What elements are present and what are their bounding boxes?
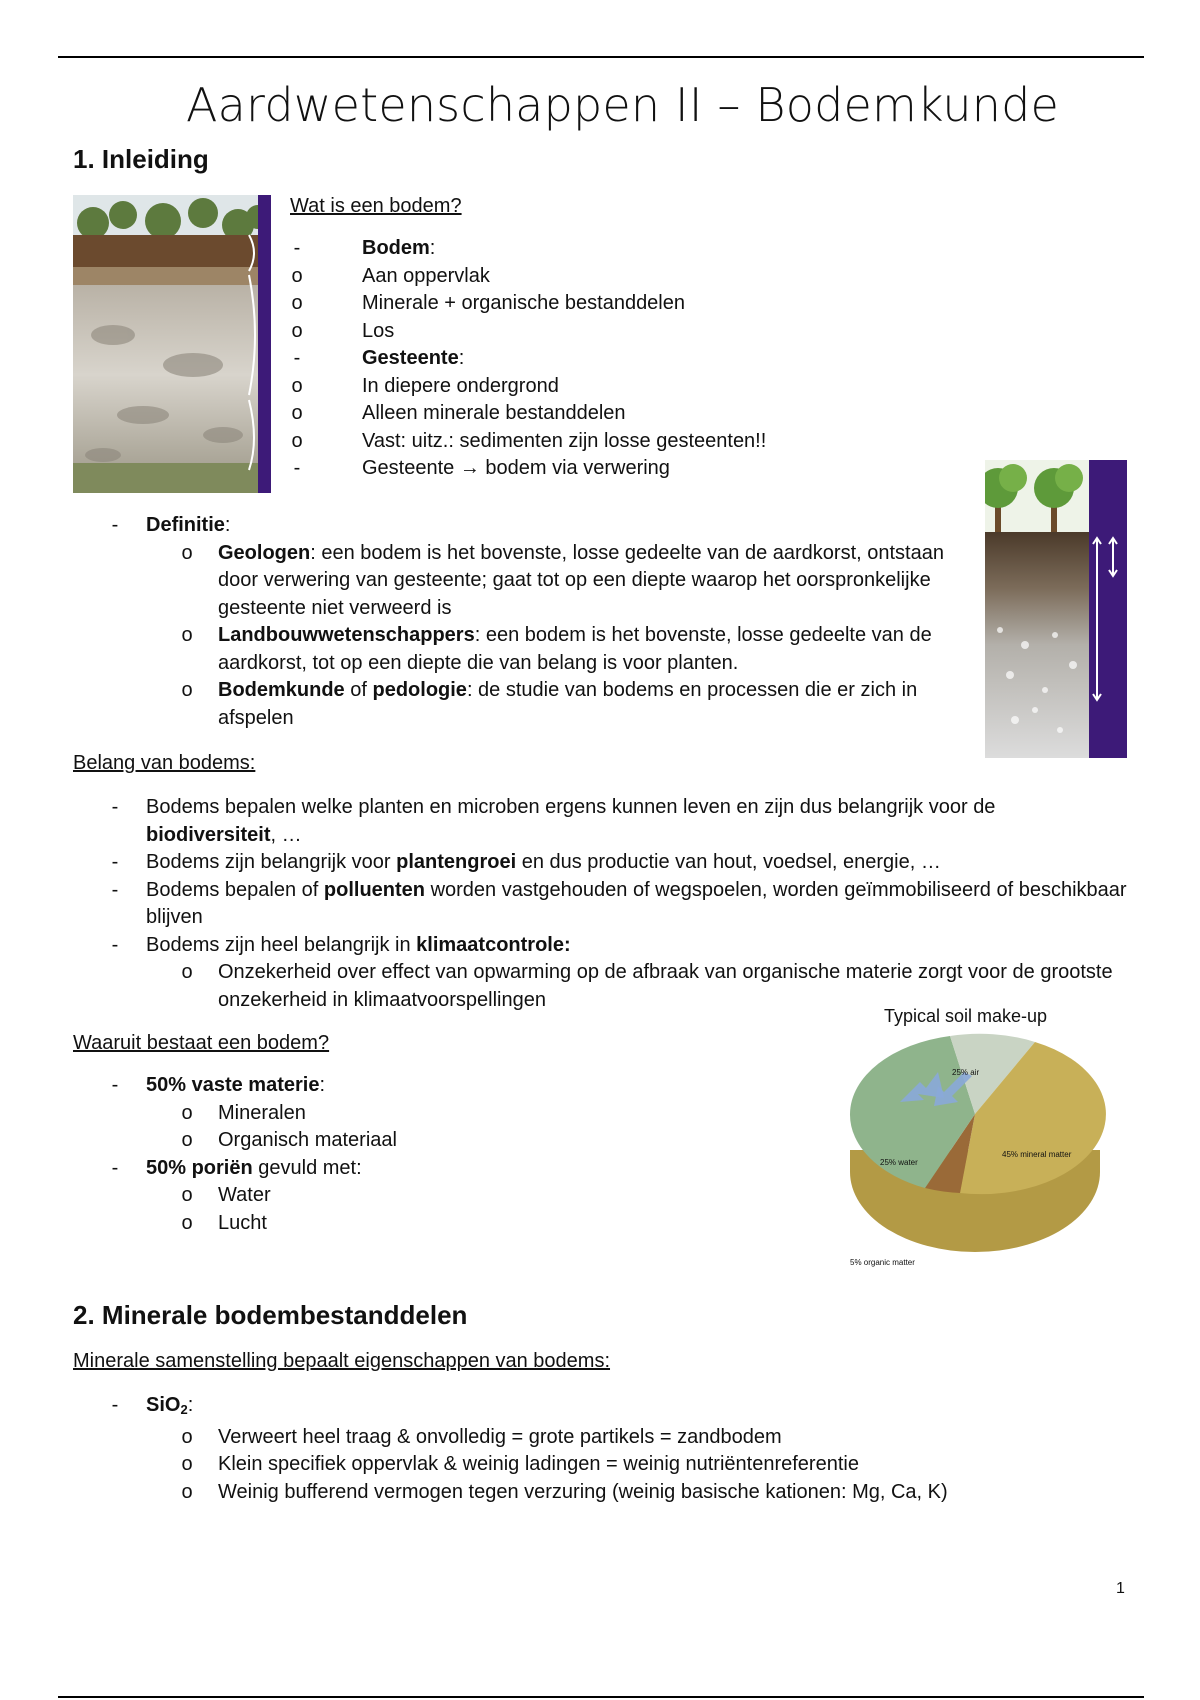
list-item: - 50% poriën gevuld met: xyxy=(111,1156,362,1179)
list-item: o Aan oppervlak xyxy=(291,264,490,287)
list-item: - SiO2: xyxy=(111,1394,194,1417)
soil-makeup-figure xyxy=(840,1002,1140,1272)
question-what-is-soil: Wat is een bodem? xyxy=(290,195,462,217)
soil-depth-illustration xyxy=(985,460,1127,758)
list-item: o Lucht xyxy=(181,1211,267,1234)
list-item: o Minerale + organische bestanddelen xyxy=(291,292,685,314)
list-item: o Los xyxy=(291,319,395,342)
list-item: o Mineralen xyxy=(181,1101,306,1124)
list-item: o Verweert heel traag & onvolledig = grote partikels = zandbodem xyxy=(181,1425,782,1448)
definition-list xyxy=(180,540,948,733)
list-item: - Bodem: xyxy=(293,237,436,259)
bottom-rule xyxy=(58,1696,1144,1698)
list-item: - Bodems bepalen of polluenten worden vastgehouden of wegspoelen, worden geïmmobiliseerd of beschikbaar blijven xyxy=(111,878,1127,928)
list-item: o Geologen: een bodem is het bovenste, losse gedeelte van de aardkorst, ontstaan door verwering van gesteente; gaat tot op een diepte waarop het oorspronkelijke gesteente niet verweerd is xyxy=(181,541,944,619)
list-item: o Klein specifiek oppervlak & weinig ladingen = weinig nutriëntenreferentie xyxy=(181,1453,859,1475)
list-item: o Landbouwwetenschappers: een bodem is het bovenste, losse gedeelte van de aardkorst, tot op een diepte die van belang is voor planten. xyxy=(181,624,932,674)
list-item: o Organisch materiaal xyxy=(181,1129,397,1151)
list-item: - Bodems bepalen welke planten en microben ergens kunnen leven en zijn dus belangrijk voor de biodiversiteit, … xyxy=(111,796,996,846)
list-item: - Bodems zijn belangrijk voor plantengroei en dus productie van hout, voedsel, energie, … xyxy=(111,851,941,873)
definition-block xyxy=(108,512,948,732)
document-title: Aardwetenschappen II – Bodemkunde xyxy=(186,78,1060,132)
composition-block xyxy=(108,1072,668,1237)
list-item: o Bodemkunde of pedologie: de studie van bodems en processen die er zich in afspelen xyxy=(181,679,918,729)
pie-label-air: 25% air xyxy=(952,1068,980,1077)
page-number: 1 xyxy=(1116,1580,1125,1597)
pie-title: Typical soil make-up xyxy=(884,1006,1048,1026)
top-rule xyxy=(58,56,1144,58)
section-2-heading: 2. Minerale bodembestanddelen xyxy=(73,1300,468,1330)
sio2-block xyxy=(108,1392,1108,1506)
list-item: o In diepere ondergrond xyxy=(291,374,559,397)
importance-block xyxy=(108,794,1128,1014)
section-1-heading: 1. Inleiding xyxy=(73,144,209,174)
mineral-composition-heading: Minerale samenstelling bepaalt eigenschappen van bodems: xyxy=(73,1350,611,1372)
composition-heading: Waaruit bestaat een bodem? xyxy=(73,1032,330,1054)
list-item: - 50% vaste materie: xyxy=(111,1074,326,1096)
pie-label-mineral: 45% mineral matter xyxy=(1002,1150,1072,1159)
soil-profile-photo xyxy=(73,195,271,493)
definition-label: - Definitie: xyxy=(111,514,231,536)
pie-label-water: 25% water xyxy=(880,1158,918,1167)
list-item: o Water xyxy=(181,1184,271,1206)
importance-heading: Belang van bodems: xyxy=(73,752,256,774)
list-item: o Vast: uitz.: sedimenten zijn losse gesteenten!! xyxy=(291,429,767,452)
pie-label-organic: 5% organic matter xyxy=(850,1258,915,1267)
importance-list xyxy=(108,794,1128,959)
list-item: - Gesteente → bodem via verwering xyxy=(293,457,670,479)
list-item: o Alleen minerale bestanddelen xyxy=(291,402,626,424)
list-item: o Weinig bufferend vermogen tegen verzuring (weinig basische kationen: Mg, Ca, K) xyxy=(181,1480,948,1503)
list-item: o Onzekerheid over effect van opwarming op de afbraak van organische materie zorgt voor de grootste onzekerheid in klimaatvoorspellingen xyxy=(181,961,1113,1011)
list-item: - Gesteente: xyxy=(293,347,465,369)
soil-vs-rock-list xyxy=(290,235,850,483)
list-item: - Bodems zijn heel belangrijk in klimaatcontrole: xyxy=(111,933,571,956)
